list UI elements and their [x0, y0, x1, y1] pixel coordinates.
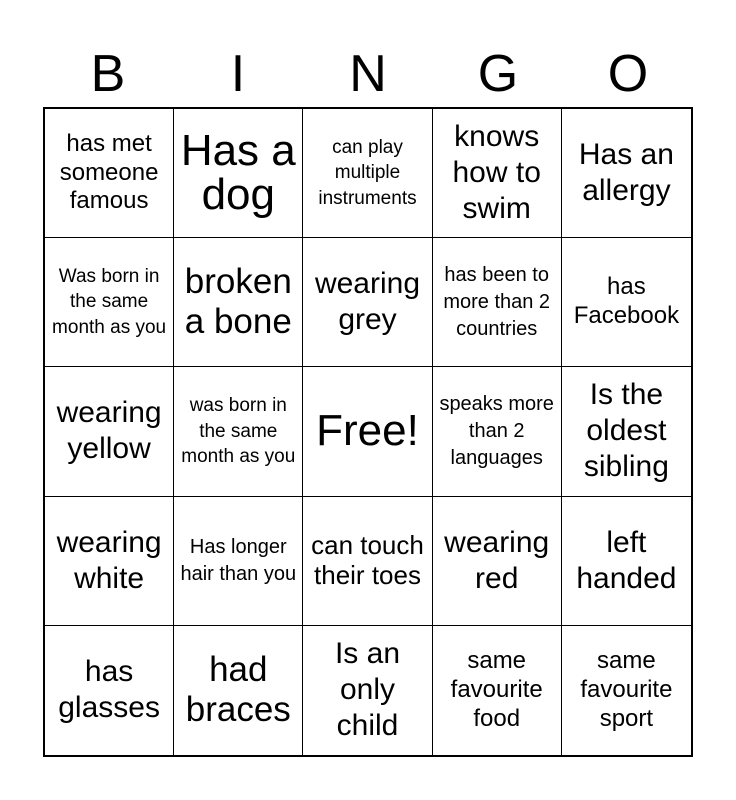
bingo-cell-text: can play multiple instruments: [318, 136, 417, 209]
header-letter-i: I: [230, 45, 246, 103]
bingo-cell-r5-c5[interactable]: [562, 626, 691, 755]
bingo-cell-r1-c2[interactable]: [174, 109, 303, 238]
bingo-cell-text: broken a bone: [184, 262, 292, 342]
bingo-cell-text: wearing white: [56, 525, 162, 595]
bingo-cell-r5-c4[interactable]: [433, 626, 562, 755]
bingo-cell-text: Is the oldest sibling: [583, 378, 669, 484]
bingo-cell-text: has glasses: [58, 655, 160, 725]
header-letter-o: O: [607, 45, 649, 103]
bingo-cell-r1-c3[interactable]: [303, 109, 432, 238]
bingo-cell-text: Has an allergy: [578, 138, 674, 208]
bingo-cell-r2-c2[interactable]: [174, 238, 303, 367]
bingo-cell-text: speaks more than 2 languages: [439, 392, 554, 469]
bingo-cell-text: has Facebook: [573, 273, 680, 330]
bingo-cell-r4-c3[interactable]: [303, 497, 432, 626]
bingo-cell-r3-c2[interactable]: [174, 367, 303, 496]
bingo-cell-text: knows how to swim: [452, 120, 541, 226]
bingo-cell-text: has been to more than 2 countries: [443, 263, 551, 340]
bingo-cell-text: can touch their toes: [311, 529, 424, 590]
bingo-cell-text: Free!: [316, 406, 419, 456]
bingo-cell-r1-c5[interactable]: [562, 109, 691, 238]
bingo-cell-r3-c5[interactable]: [562, 367, 691, 496]
bingo-cell-r2-c1[interactable]: [45, 238, 174, 367]
bingo-cell-r5-c2[interactable]: [174, 626, 303, 755]
bingo-cell-r5-c1[interactable]: [45, 626, 174, 755]
bingo-cell-text: Has a dog: [180, 126, 296, 220]
bingo-cell-text: Has longer hair than you: [180, 535, 297, 585]
bingo-cell-text: Is an only child: [334, 637, 401, 743]
bingo-cell-text: left handed: [576, 525, 677, 595]
header-letter-g: G: [477, 45, 519, 103]
bingo-cell-r1-c4[interactable]: [433, 109, 562, 238]
bingo-cell-text: wearing red: [444, 525, 550, 595]
bingo-grid: [43, 107, 693, 757]
bingo-cell-text: had braces: [185, 650, 291, 730]
header-letter-b: B: [90, 45, 126, 103]
bingo-cell-r2-c4[interactable]: [433, 238, 562, 367]
bingo-cell-r2-c3[interactable]: [303, 238, 432, 367]
bingo-cell-r2-c5[interactable]: [562, 238, 691, 367]
bingo-cell-r1-c1[interactable]: [45, 109, 174, 238]
bingo-header: [43, 40, 693, 108]
bingo-cell-r3-c3[interactable]: [303, 367, 432, 496]
bingo-cell-text: same favourite sport: [580, 647, 673, 732]
bingo-cell-text: was born in the same month as you: [181, 395, 296, 468]
bingo-cell-r5-c3[interactable]: [303, 626, 432, 755]
bingo-cell-r3-c4[interactable]: [433, 367, 562, 496]
bingo-cell-r4-c1[interactable]: [45, 497, 174, 626]
bingo-cell-r4-c4[interactable]: [433, 497, 562, 626]
bingo-cell-r4-c2[interactable]: [174, 497, 303, 626]
header-letter-n: N: [349, 45, 387, 103]
bingo-cell-text: same favourite food: [450, 647, 543, 732]
bingo-cell-text: wearing yellow: [56, 396, 162, 466]
bingo-cell-text: Was born in the same month as you: [52, 265, 167, 339]
bingo-cell-text: has met someone famous: [59, 129, 159, 215]
bingo-cell-r3-c1[interactable]: [45, 367, 174, 496]
bingo-cell-r4-c5[interactable]: [562, 497, 691, 626]
bingo-cell-text: wearing grey: [314, 267, 421, 337]
